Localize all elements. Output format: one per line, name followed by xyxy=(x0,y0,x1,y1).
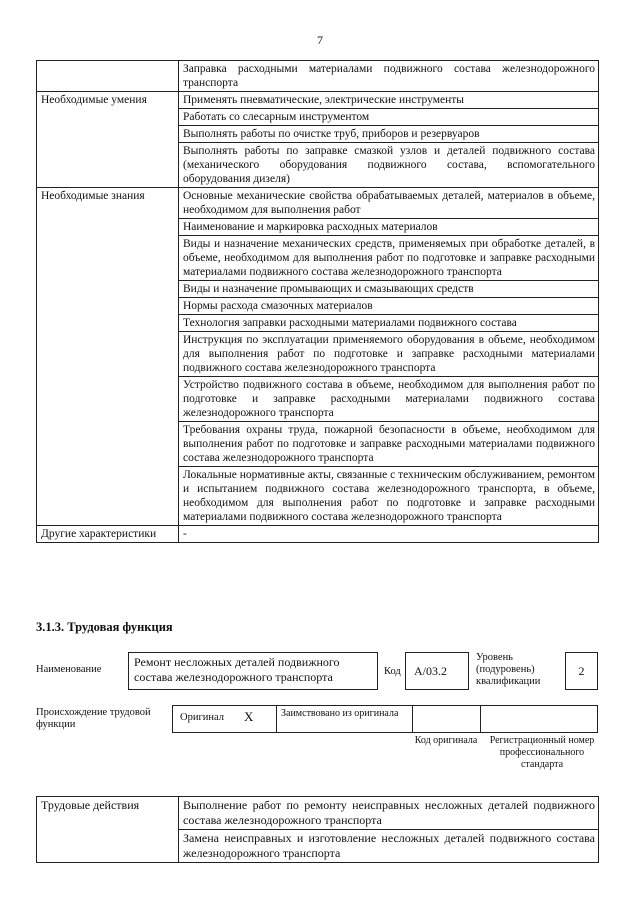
origin-divider xyxy=(276,705,277,733)
table-row xyxy=(37,797,599,830)
origin-label: Происхождение трудовой функции xyxy=(36,707,151,730)
table-cell: Нормы расхода смазочных материалов xyxy=(179,298,599,315)
function-name-box: Ремонт несложных деталей подвижного состава железнодорожного транспорта xyxy=(128,652,378,690)
table-row xyxy=(37,61,599,92)
function-code-box: А/03.2 xyxy=(405,652,469,690)
table-cell: Выполнение работ по ремонту неисправных несложных деталей подвижного состава железнодорожного транспорта xyxy=(179,797,599,830)
table-cell: Замена неисправных и изготовление несложных деталей подвижного состава железнодорожного транспорта xyxy=(179,830,599,863)
original-label: Оригинал xyxy=(180,712,224,723)
table-cell: Применять пневматические, электрические инструменты xyxy=(179,92,599,109)
row-label-other: Другие характеристики xyxy=(37,526,179,543)
table-cell: Локальные нормативные акты, связанные с техническим обслуживанием, ремонтом и испытанием подвижного состава железнодорожного транспорта, в объеме, необходимом для выполнения работ по подготовке и заправке расходными материалами подвижного состава железнодорожного транспорта xyxy=(179,467,599,526)
empty-label-cell xyxy=(37,61,179,92)
section-title: 3.1.3. Трудовая функция xyxy=(36,620,173,634)
qualification-level-box: 2 xyxy=(565,652,598,690)
table-cell: Работать со слесарным инструментом xyxy=(179,109,599,126)
table-cell: Основные механические свойства обрабатываемых деталей, материалов в объеме, необходимом для выполнения работ xyxy=(179,188,599,219)
registration-number-caption: Регистрационный номер профессионального стандарта xyxy=(489,735,595,770)
original-mark: X xyxy=(244,709,254,724)
level-label: Уровень (подуровень) квалификации xyxy=(476,652,541,687)
table-cell: - xyxy=(179,526,599,543)
table-cell: Заправка расходными материалами подвижного состава железнодорожного транспорта xyxy=(179,61,599,92)
labor-actions-table xyxy=(36,796,599,863)
origin-divider xyxy=(480,705,481,733)
table-cell: Требования охраны труда, пожарной безопасности в объеме, необходимом для выполнения работ по подготовке и заправке расходными материалами подвижного состава железнодорожного транспорта xyxy=(179,422,599,467)
table-cell: Инструкция по эксплуатации применяемого оборудования в объеме, необходимом для выполнения работ по подготовке и заправке расходными материалами подвижного состава железнодорожного транспорта xyxy=(179,332,599,377)
row-label-skills: Необходимые умения xyxy=(37,92,179,188)
code-label: Код xyxy=(384,666,401,677)
page-number: 7 xyxy=(317,33,323,47)
skills-knowledge-table xyxy=(36,60,599,543)
row-label-knowledge: Необходимые знания xyxy=(37,188,179,526)
table-cell: Выполнять работы по очистке труб, приборов и резервуаров xyxy=(179,126,599,143)
table-cell: Виды и назначение промывающих и смазывающих средств xyxy=(179,281,599,298)
table-cell: Устройство подвижного состава в объеме, необходимом для выполнения работ по подготовке и заправке расходными материалами подвижного состава железнодорожного транспорта xyxy=(179,377,599,422)
name-label: Наименование xyxy=(36,664,102,675)
table-row xyxy=(37,526,599,543)
table-row xyxy=(37,188,599,219)
table-cell: Виды и назначение механических средств, применяемых при обработке деталей, в объеме, необходимом для выполнения работ по подготовке и заправке расходными материалами подвижного состава железнодорожного транспорта xyxy=(179,236,599,281)
table-cell: Выполнять работы по заправке смазкой узлов и деталей подвижного состава (механического оборудования подвижного состава, вспомогательного оборудования дизеля) xyxy=(179,143,599,188)
table-cell: Наименование и маркировка расходных материалов xyxy=(179,219,599,236)
table-cell: Технология заправки расходными материалами подвижного состава xyxy=(179,315,599,332)
row-label-actions: Трудовые действия xyxy=(37,797,179,863)
borrowed-label: Заимствовано из оригинала xyxy=(281,708,399,719)
original-code-caption: Код оригинала xyxy=(414,735,478,746)
origin-divider xyxy=(412,705,413,733)
table-row xyxy=(37,92,599,109)
